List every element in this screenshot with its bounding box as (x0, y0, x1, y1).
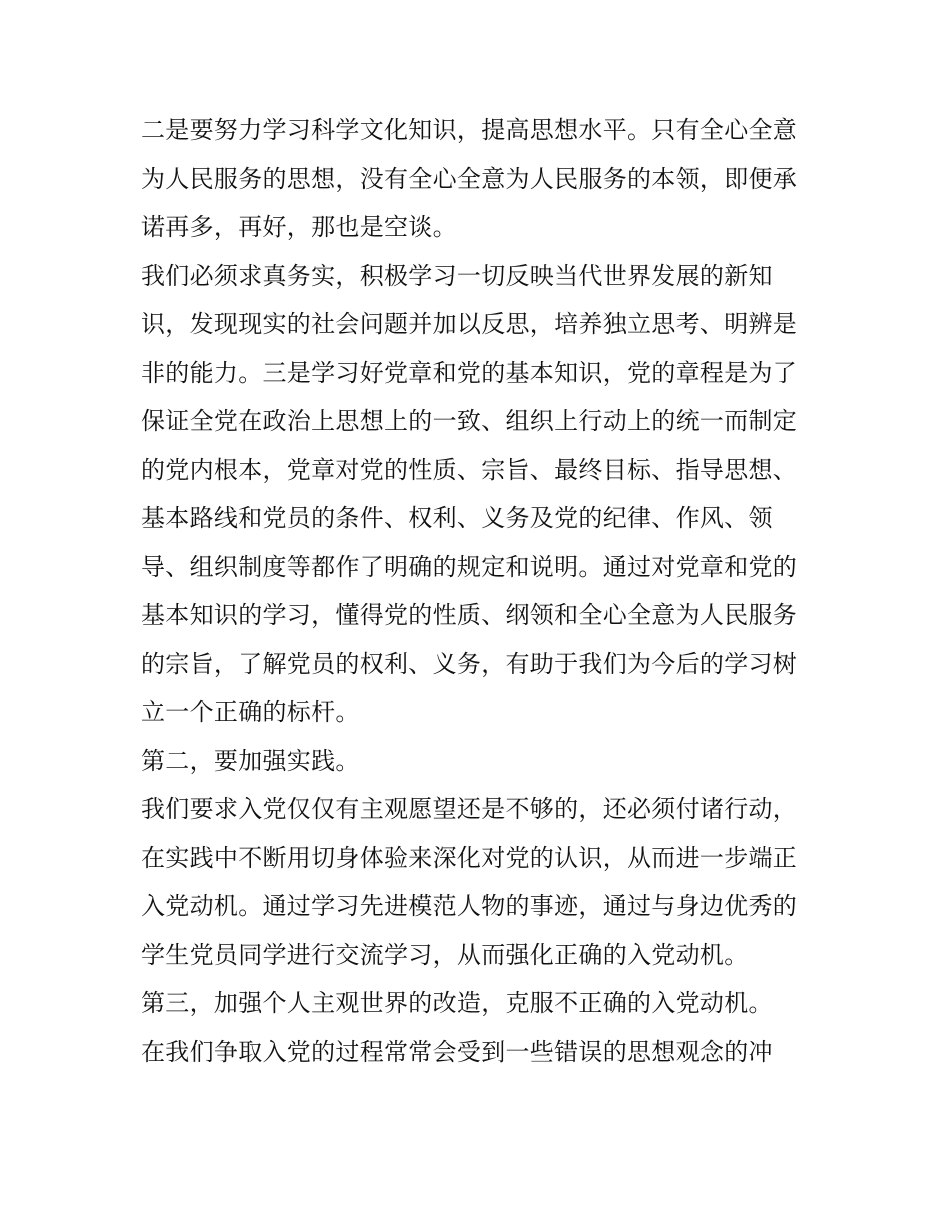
text-line: 识，发现现实的社会问题并加以反思，培养独立思考、明辨是 (141, 310, 798, 338)
text-line: 为人民服务的思想，没有全心全意为人民服务的本领，即便承 (141, 164, 798, 193)
text-line: 学生党员同学进行交流学习，从而强化正确的入党动机。 (141, 940, 749, 969)
text-line: 入党动机。通过学习先进模范人物的事迹，通过与身边优秀的 (141, 892, 798, 920)
text-line: 我们必须求真务实，积极学习一切反映当代世界发展的新知 (141, 261, 773, 290)
text-line: 导、组织制度等都作了明确的规定和说明。通过对党章和党的 (141, 552, 798, 581)
text-line: 保证全党在政治上思想上的一致、组织上行动上的统一而制定 (141, 407, 798, 435)
text-line: 在我们争取入党的过程常常会受到一些错误的思想观念的冲 (141, 1037, 773, 1066)
text-line: 二是要努力学习科学文化知识，提高思想水平。只有全心全意 (141, 116, 798, 144)
section-heading: 第三，加强个人主观世界的改造，克服不正确的入党动机。 (141, 989, 773, 1017)
text-line: 的党内根本，党章对党的性质、宗旨、最终目标、指导思想、 (141, 455, 798, 484)
body-text (141, 106, 821, 1076)
text-line: 我们要求入党仅仅有主观愿望还是不够的，还必须付诸行动， (141, 795, 798, 823)
text-line: 在实践中不断用切身体验来深化对党的认识，从而进一步端正 (141, 843, 798, 872)
text-line: 诺再多，再好，那也是空谈。 (141, 213, 457, 241)
text-line: 基本知识的学习，懂得党的性质、纲领和全心全意为人民服务 (141, 601, 798, 629)
text-line: 立一个正确的标杆。 (141, 698, 360, 726)
text-line: 的宗旨，了解党员的权利、义务，有助于我们为今后的学习树 (141, 649, 798, 678)
text-line: 非的能力。三是学习好党章和党的基本知识，党的章程是为了 (141, 358, 798, 387)
text-line: 基本路线和党员的条件、权利、义务及党的纪律、作风、领 (141, 504, 773, 532)
section-heading: 第二，要加强实践。 (141, 746, 360, 775)
